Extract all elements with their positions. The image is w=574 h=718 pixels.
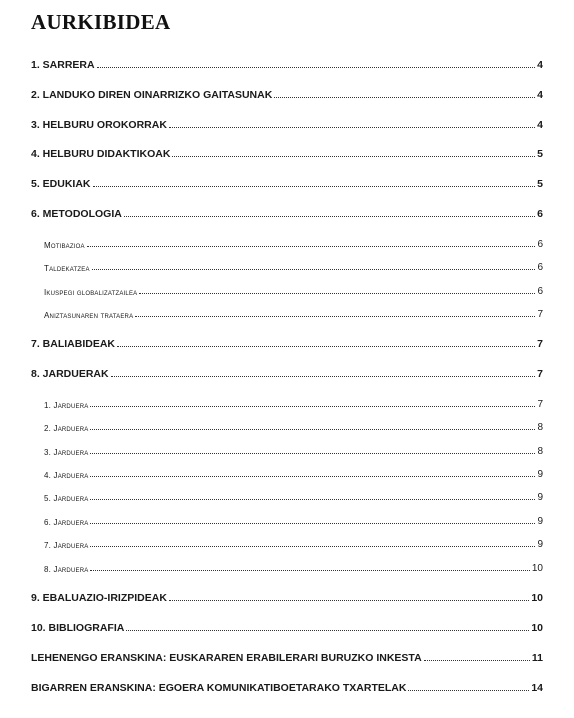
toc-entry-page: 8 (537, 446, 543, 457)
toc-entry-label: 3. Jarduera (44, 448, 89, 457)
dot-leader (408, 690, 529, 691)
dot-leader (139, 293, 535, 294)
toc-entry-page: 5 (537, 178, 543, 190)
dot-leader (274, 97, 535, 98)
dot-leader (111, 376, 536, 377)
toc-entry-page: 10 (531, 563, 543, 574)
toc-entry-label: 4. HELBURU DIDAKTIKOAK (31, 148, 171, 160)
dot-leader (90, 546, 535, 547)
toc-entry-label: 8. JARDUERAK (31, 368, 109, 380)
toc-entry-label: 5. Jarduera (44, 494, 89, 503)
dot-leader (90, 476, 535, 477)
toc-entry-page: 6 (537, 208, 543, 220)
toc-entry-label: LEHENENGO ERANSKINA: EUSKARAREN ERABILERARI BURUZKO INKESTA (31, 652, 422, 664)
toc-entry-label: 5. EDUKIAK (31, 178, 91, 190)
toc-entry-label: BIGARREN ERANSKINA: EGOERA KOMUNIKATIBOETARAKO TXARTELAK (31, 682, 407, 694)
toc-entry-bibliografia[interactable] (31, 620, 543, 634)
dot-leader (87, 246, 536, 247)
toc-entry-page: 11 (531, 652, 543, 664)
toc-entry-label: Taldekatzea (44, 264, 90, 273)
toc-entry-label: 7. BALIABIDEAK (31, 338, 116, 350)
toc-entry-helburu-orokorrak[interactable] (31, 117, 543, 131)
toc-entry-page: 7 (537, 399, 543, 410)
toc-entry-gaitasunak[interactable] (31, 87, 543, 101)
dot-leader (97, 67, 536, 68)
toc-entry-jarduerak[interactable] (31, 366, 543, 380)
dot-leader (169, 600, 529, 601)
toc-entry-label: 10. BIBLIOGRAFIA (31, 622, 125, 634)
toc-entry-label: 4. Jarduera (44, 471, 89, 480)
dot-leader (93, 186, 536, 187)
toc-entry-label: 6. Jarduera (44, 518, 89, 527)
toc-entry-label: 3. HELBURU OROKORRAK (31, 119, 167, 131)
toc-entry-page: 4 (537, 119, 543, 131)
toc-subentry-motibazioa[interactable] (44, 236, 543, 250)
dot-leader (90, 570, 529, 571)
dot-leader (92, 269, 536, 270)
toc-subentry-jarduera-8[interactable] (44, 560, 543, 574)
toc-entry-label: 9. EBALUAZIO-IRIZPIDEAK (31, 592, 167, 604)
toc-entry-page: 8 (537, 422, 543, 433)
toc-entry-page: 4 (537, 59, 543, 71)
toc-title: AURKIBIDEA (31, 10, 171, 34)
toc-entry-helburu-didaktikoak[interactable] (31, 146, 543, 160)
toc-entry-page: 9 (537, 492, 543, 503)
toc-entry-label: Aniztasunaren trataera (44, 311, 134, 320)
dot-leader (135, 316, 535, 317)
toc-entry-page: 14 (531, 682, 543, 694)
toc-entry-page: 7 (537, 338, 543, 350)
toc-entry-sarrera[interactable] (31, 57, 543, 71)
dot-leader (424, 660, 530, 661)
toc-entry-label: 2. Jarduera (44, 424, 89, 433)
toc-entry-label: 1. Jarduera (44, 401, 89, 410)
toc-subentry-jarduera-2[interactable] (44, 419, 543, 433)
toc-entry-edukiak[interactable] (31, 176, 543, 190)
toc-entry-label: Ikuspegi globalizatzailea (44, 288, 138, 297)
toc-entry-lehenengo-eranskina[interactable] (31, 650, 543, 664)
toc-entry-page: 5 (537, 148, 543, 160)
dot-leader (90, 499, 535, 500)
toc-entry-label: 2. LANDUKO DIREN OINARRIZKO GAITASUNAK (31, 89, 273, 101)
dot-leader (124, 216, 535, 217)
toc-entry-label: 6. METODOLOGIA (31, 208, 122, 220)
toc-subentry-taldekatzea[interactable] (44, 259, 543, 273)
dot-leader (90, 429, 535, 430)
dot-leader (90, 523, 535, 524)
toc-entry-page: 10 (531, 622, 543, 634)
toc-entry-page: 9 (537, 469, 543, 480)
toc-subentry-aniztasuna[interactable] (44, 306, 543, 320)
toc-entry-page: 4 (537, 89, 543, 101)
dot-leader (90, 406, 535, 407)
toc-subentry-ikuspegi[interactable] (44, 283, 543, 297)
toc-entry-page: 10 (531, 592, 543, 604)
toc-entry-label: Motibazioa (44, 241, 85, 250)
toc-entry-label: 8. Jarduera (44, 565, 89, 574)
toc-entry-page: 9 (537, 539, 543, 550)
toc-subentry-jarduera-1[interactable] (44, 396, 543, 410)
toc-entry-metodologia[interactable] (31, 206, 543, 220)
dot-leader (90, 453, 535, 454)
toc-entry-page: 6 (537, 239, 543, 250)
toc-entry-page: 6 (537, 286, 543, 297)
toc-entry-page: 7 (537, 368, 543, 380)
dot-leader (126, 630, 529, 631)
toc-entry-page: 7 (537, 309, 543, 320)
toc-subentry-jarduera-4[interactable] (44, 466, 543, 480)
toc-entry-label: 1. SARRERA (31, 59, 95, 71)
toc-entry-label: 7. Jarduera (44, 541, 89, 550)
toc-entry-page: 6 (537, 262, 543, 273)
dot-leader (117, 346, 535, 347)
toc-entry-page: 9 (537, 516, 543, 527)
toc-subentry-jarduera-3[interactable] (44, 443, 543, 457)
toc-subentry-jarduera-5[interactable] (44, 489, 543, 503)
toc-entry-baliabideak[interactable] (31, 336, 543, 350)
toc-entry-ebaluazio[interactable] (31, 590, 543, 604)
dot-leader (172, 156, 535, 157)
toc-subentry-jarduera-6[interactable] (44, 513, 543, 527)
dot-leader (169, 127, 535, 128)
toc-subentry-jarduera-7[interactable] (44, 536, 543, 550)
toc-entry-bigarren-eranskina[interactable] (31, 680, 543, 694)
